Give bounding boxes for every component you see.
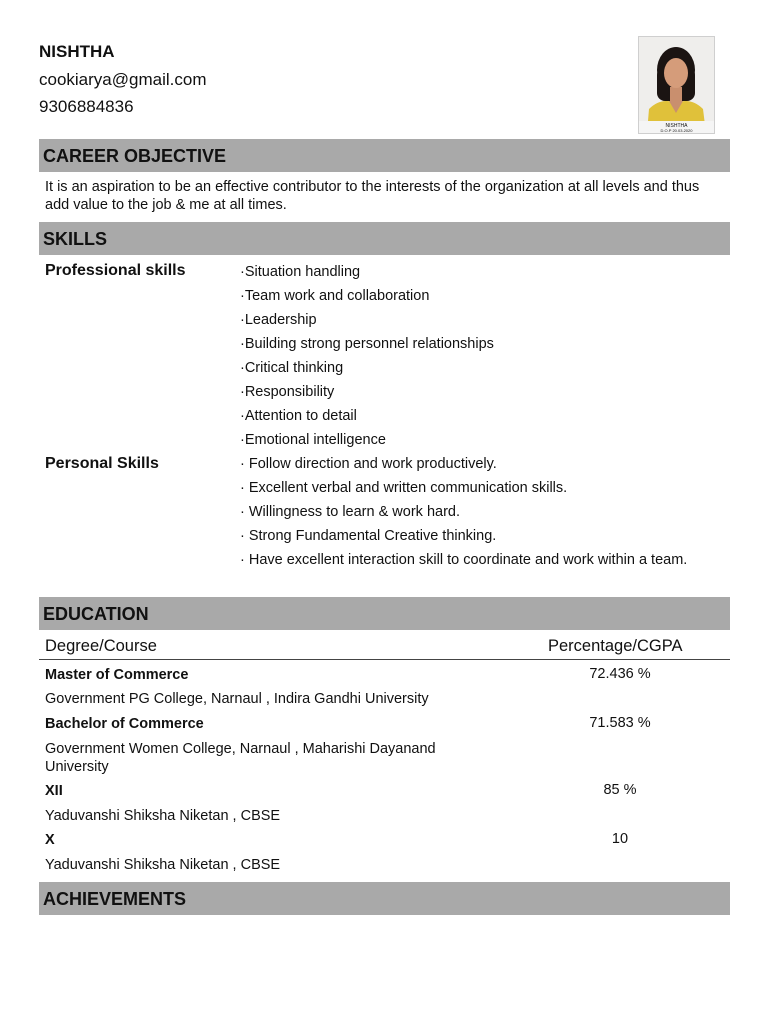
list-item: ·Critical thinking [240,360,344,376]
list-item: ·Attention to detail [240,408,357,424]
candidate-name: NISHTHA [39,42,115,61]
photo-caption: NISHTHA [665,123,688,129]
section-education [39,597,730,630]
email-address: cookiarya@gmail.com [39,70,207,89]
professional-skills-list [240,260,720,452]
table-header-divider [39,659,730,660]
list-item: · Follow direction and work productively. [240,456,497,472]
list-item: · Excellent verbal and written communication skills. [240,480,568,496]
list-item: ·Situation handling [240,264,361,280]
list-item: ·Team work and collaboration [240,288,430,304]
education-degree: XII [45,783,63,799]
list-item: ·Leadership [240,312,317,328]
list-item: ·Building strong personnel relationships [240,336,494,352]
section-career-objective [39,139,730,172]
profile-photo [638,36,715,134]
education-institution: Government Women College, Narnaul , Maharishi Dayanand University [45,741,436,775]
list-item: ·Responsibility [240,384,335,400]
education-score: 71.583 % [589,715,651,731]
education-institution: Yaduvanshi Shiksha Niketan , CBSE [45,808,281,824]
list-item: ·Emotional intelligence [240,432,386,448]
section-title: ACHIEVEMENTS [43,889,187,909]
list-item: · Have excellent interaction skill to coordinate and work within a team. [240,552,688,568]
section-title: CAREER OBJECTIVE [43,146,227,166]
education-score: 85 % [603,782,637,798]
list-item: · Strong Fundamental Creative thinking. [240,528,497,544]
section-title: SKILLS [43,229,108,249]
education-degree: X [45,832,55,848]
percentage-column-header: Percentage/CGPA [548,637,683,655]
professional-skills-label: Professional skills [45,262,186,279]
list-item: · Willingness to learn & work hard. [240,504,460,520]
education-institution: Yaduvanshi Shiksha Niketan , CBSE [45,857,281,873]
education-institution: Government PG College, Narnaul , Indira Gandhi University [45,691,429,707]
section-achievements [39,882,730,915]
personal-skills-list [240,452,720,571]
phone-number: 9306884836 [39,97,134,116]
section-skills [39,222,730,255]
section-title: EDUCATION [43,604,149,624]
education-degree: Bachelor of Commerce [45,716,204,732]
personal-skills-label: Personal Skills [45,455,159,472]
career-objective-text: It is an aspiration to be an effective contributor to the interests of the organization at all levels and thus add value to the job & me at all times. [45,179,700,213]
education-degree: Master of Commerce [45,667,189,683]
education-score: 10 [611,831,629,847]
photo-date: D.O.P 20.03.2020 [660,128,693,133]
education-score: 72.436 % [589,666,651,682]
degree-column-header: Degree/Course [45,637,157,655]
